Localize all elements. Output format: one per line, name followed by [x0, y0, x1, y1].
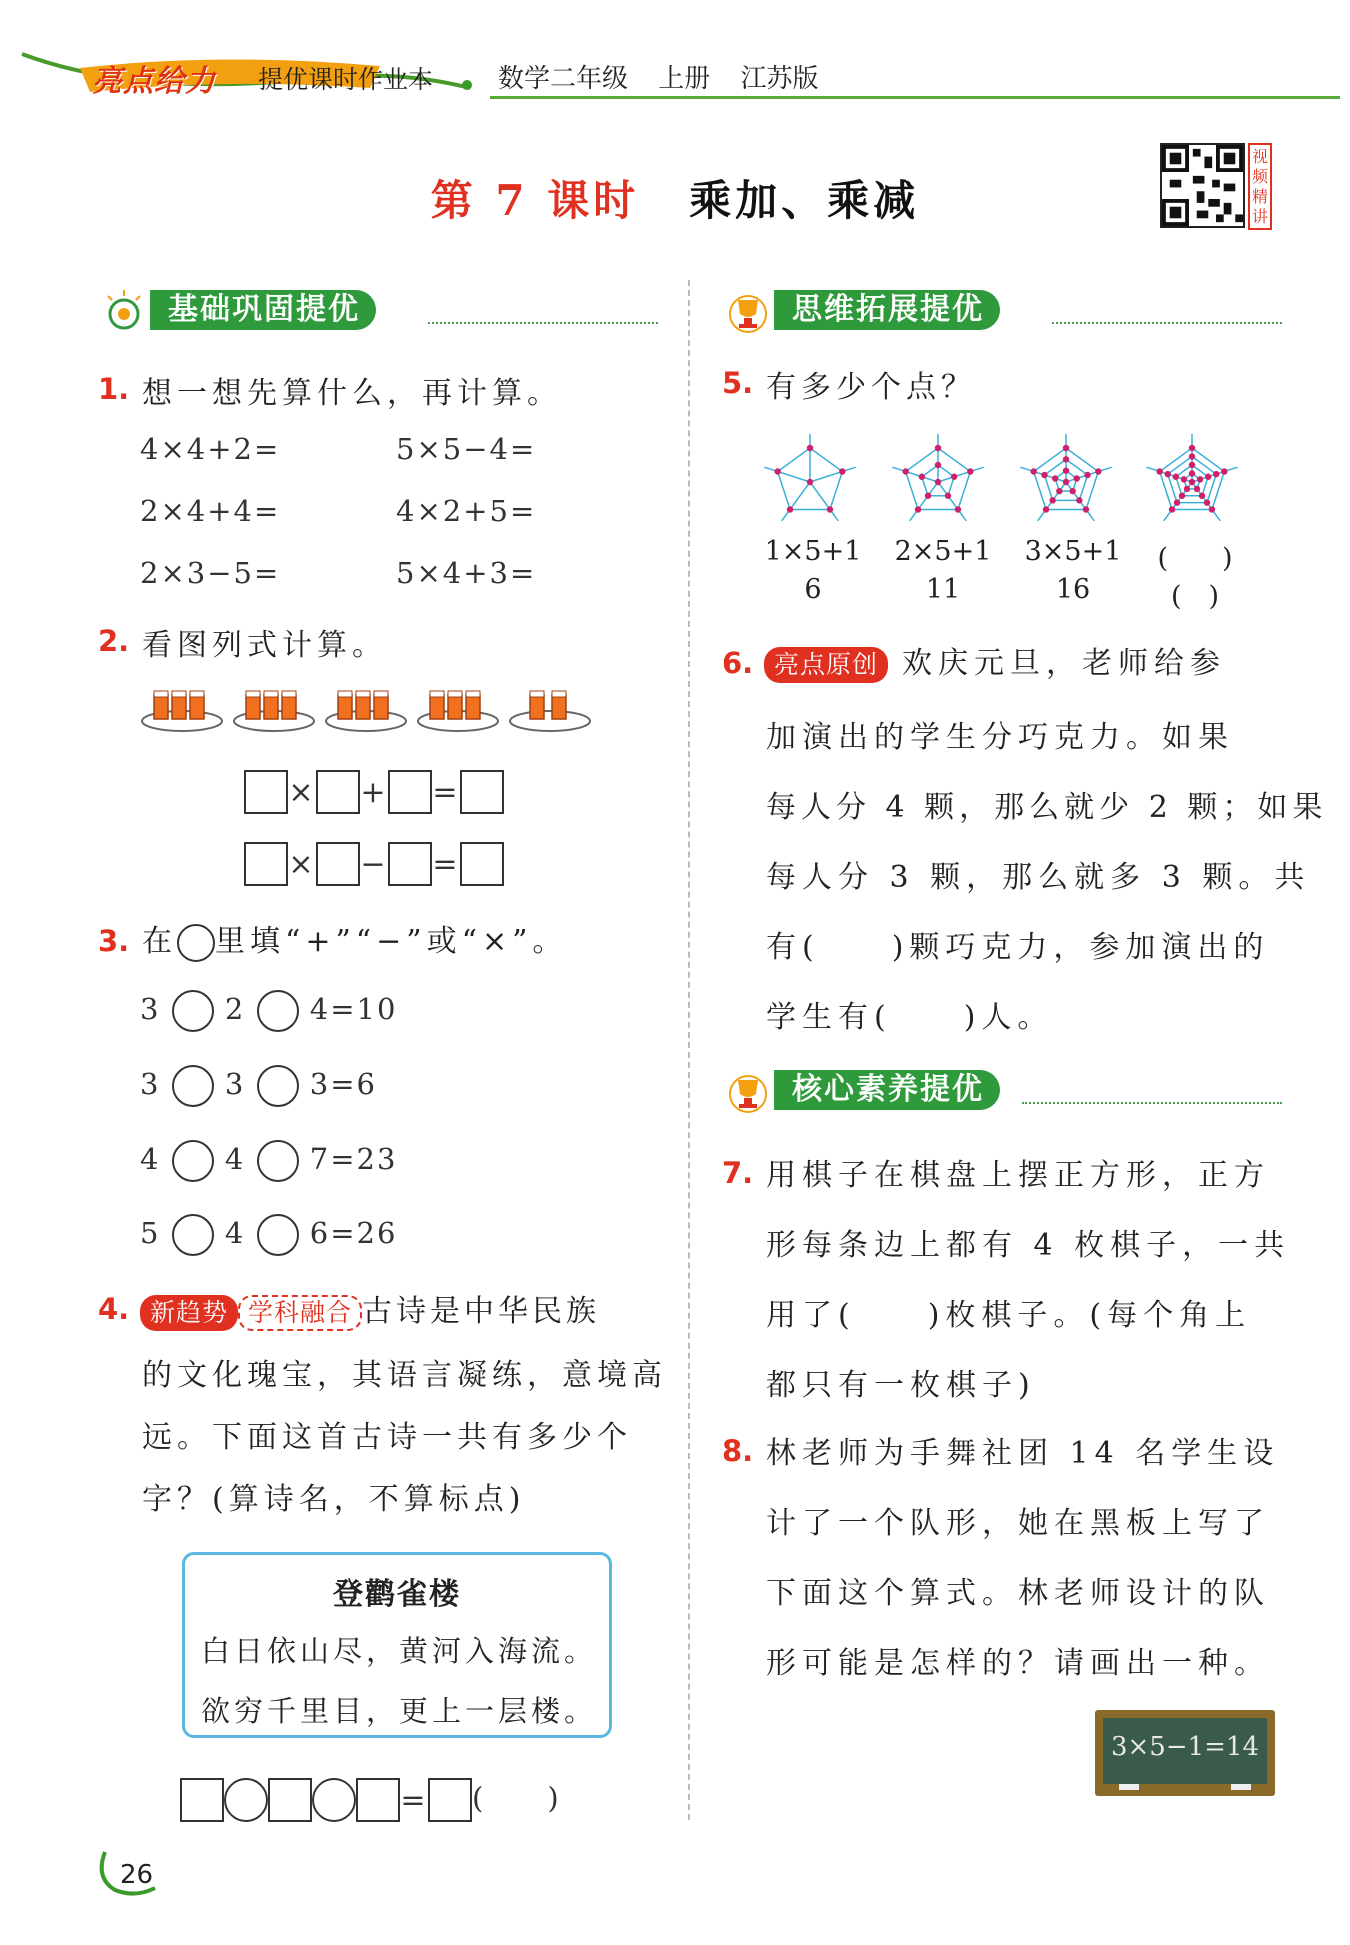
prompt-text: 在	[142, 924, 177, 959]
spoke-line	[764, 467, 810, 482]
header-dot-icon	[462, 80, 472, 90]
equation: 2×4+4=	[140, 494, 281, 528]
question-prompt: 看图列式计算。	[142, 628, 387, 663]
chalk-icon	[1119, 1784, 1139, 1790]
answer-box[interactable]	[428, 1778, 472, 1822]
fill-in-equation	[244, 770, 504, 814]
pattern-dot	[1069, 488, 1075, 494]
poem-card	[182, 1552, 612, 1738]
operator-row	[140, 1214, 397, 1256]
question-prompt: 远。下面这首古诗一共有多少个	[142, 1420, 632, 1455]
brand-name: 亮点给力	[92, 64, 216, 99]
qr-code-icon[interactable]	[1160, 143, 1245, 228]
answer-box[interactable]	[356, 1778, 400, 1822]
pattern-dot	[1199, 493, 1205, 499]
operator: −	[360, 846, 388, 882]
answer-box[interactable]	[316, 770, 360, 814]
section-title: 基础巩固提优	[150, 290, 376, 330]
pattern-dot	[1209, 506, 1215, 512]
section-title: 思维拓展提优	[774, 290, 1000, 330]
pattern-dot	[1095, 468, 1101, 474]
pattern-dot	[1205, 474, 1211, 480]
pattern-dot	[1063, 467, 1069, 473]
cups-on-plates-illustration	[140, 685, 600, 735]
question-prompt: 想一想先算什么，再计算。	[142, 376, 562, 411]
prompt-text: 欢庆元旦，老师给参	[902, 646, 1227, 681]
center-dot	[1063, 479, 1069, 485]
pattern-dot	[967, 468, 973, 474]
operand: 3	[140, 1067, 161, 1101]
question-text: 每人分 4 颗，那么就少 2 颗；如果	[766, 790, 1328, 825]
result: 6=26	[309, 1216, 398, 1250]
question-text: 形每条边上都有 4 枚棋子，一共	[766, 1228, 1291, 1263]
tag-char: 讲	[1251, 207, 1268, 226]
pattern-dot	[951, 474, 957, 480]
pattern-dot	[1056, 488, 1062, 494]
pattern-dot	[1189, 445, 1195, 451]
operator: +	[360, 774, 388, 810]
tag-char: 视	[1251, 147, 1268, 166]
pattern-dot	[1181, 476, 1187, 482]
spoke-line	[810, 482, 838, 521]
pattern-dot	[1076, 497, 1082, 503]
operator-row	[140, 1140, 397, 1182]
spoke-line	[938, 482, 966, 521]
page-header	[20, 40, 1340, 110]
operand: 4	[224, 1216, 246, 1250]
series-name: 提优课时作业本	[258, 65, 434, 94]
pattern-dot	[1030, 468, 1036, 474]
pattern-dot	[1213, 471, 1219, 477]
operator: =	[432, 846, 460, 882]
pattern-dot	[1194, 486, 1200, 492]
pentagon-pattern	[1146, 434, 1237, 521]
pattern-dot	[787, 506, 793, 512]
equation: 4×4+2=	[140, 432, 281, 466]
fill-in-equation	[244, 842, 504, 886]
center-dot	[1189, 479, 1195, 485]
pattern-dot	[902, 468, 908, 474]
operator-circle[interactable]	[257, 1065, 299, 1107]
question-text: 计了一个队形，她在黑板上写了	[766, 1506, 1270, 1541]
question-prompt	[764, 638, 1226, 683]
operand: 4	[140, 1142, 161, 1176]
pattern-dot	[955, 506, 961, 512]
pattern-dot	[1165, 471, 1171, 477]
question-text: 有( )颗巧克力，参加演出的	[766, 930, 1270, 965]
answer-box[interactable]	[316, 842, 360, 886]
question-text: 加演出的学生分巧克力。如果	[766, 720, 1234, 755]
section-core	[722, 1066, 1282, 1116]
question-prompt	[140, 1286, 600, 1331]
pattern-dot	[1043, 506, 1049, 512]
answer-box[interactable]	[460, 770, 504, 814]
question-number: 5.	[722, 366, 754, 400]
pattern-dot	[1197, 476, 1203, 482]
question-prompt: 字？(算诗名，不算标点)	[142, 1482, 526, 1517]
pattern-dot	[1041, 472, 1047, 478]
poem-line: 白日依山尽，黄河入海流。	[201, 1634, 598, 1668]
trophy-icon	[722, 1066, 776, 1116]
operator-row	[140, 1065, 377, 1107]
section-dotted-rule	[428, 322, 658, 324]
spoke-line	[910, 482, 938, 521]
section-dotted-rule	[1052, 322, 1282, 324]
question-prompt: 有多少个点？	[766, 370, 976, 405]
pattern-expression: 1×5+1	[764, 536, 862, 567]
operator: =	[432, 774, 460, 810]
answer-blank[interactable]: ( )	[1157, 543, 1233, 574]
pattern-dot	[1189, 470, 1195, 476]
original-tag: 亮点原创	[764, 647, 888, 683]
spoke-line	[782, 482, 810, 521]
question-text: 每人分 3 颗，那么就多 3 颗。共	[766, 860, 1311, 895]
tag-char: 精	[1251, 187, 1268, 206]
operator-circle[interactable]	[172, 1065, 214, 1107]
prompt-text: 里填“+”“−”或“×”。	[215, 924, 568, 959]
operator-circle[interactable]	[224, 1778, 268, 1822]
operator: ×	[288, 846, 316, 882]
pattern-dot	[827, 506, 833, 512]
pattern-dot	[807, 445, 813, 451]
section-dotted-rule	[1022, 1102, 1282, 1104]
operator-circle[interactable]	[257, 990, 299, 1032]
pattern-result: 11	[925, 574, 961, 605]
spoke-line	[810, 467, 856, 482]
video-explain-tag[interactable]	[1248, 143, 1272, 230]
pattern-dot	[935, 462, 941, 468]
pentagon-dot-patterns	[760, 430, 1260, 540]
pattern-dot	[1074, 475, 1080, 481]
blackboard	[1095, 1710, 1275, 1796]
gear-sun-icon	[98, 286, 152, 336]
answer-box[interactable]	[388, 842, 432, 886]
pattern-dot	[935, 445, 941, 451]
section-thinking	[722, 286, 1282, 336]
operand: 4	[224, 1142, 246, 1176]
result: 3=6	[309, 1067, 377, 1101]
grade-label: 数学二年级 上册 江苏版	[498, 64, 819, 94]
operator-circle[interactable]	[172, 990, 214, 1032]
operand: 3	[224, 1067, 246, 1101]
circle-symbol	[177, 924, 215, 962]
question-number: 7.	[722, 1156, 754, 1190]
question-number: 3.	[98, 924, 130, 958]
operator: ×	[288, 774, 316, 810]
column-divider	[688, 280, 690, 1820]
question-number: 1.	[98, 372, 130, 406]
cross-subject-tag: 学科融合	[238, 1295, 362, 1331]
pentagon-pattern	[1020, 434, 1111, 521]
blackboard-formula: 3×5−1=14	[1110, 1732, 1260, 1762]
pattern-dot	[1169, 506, 1175, 512]
pattern-dot	[1173, 474, 1179, 480]
question-text: 下面这个算式。林老师设计的队	[766, 1576, 1270, 1611]
pattern-dot	[1083, 506, 1089, 512]
pentagon-pattern	[764, 434, 855, 521]
answer-box[interactable]	[244, 842, 288, 886]
fill-in-equation	[180, 1776, 561, 1822]
prompt-text: 古诗是中华民族	[362, 1294, 601, 1329]
question-text: 用了( )枚棋子。(每个角上	[766, 1298, 1252, 1333]
pattern-dot	[1189, 453, 1195, 459]
pattern-dot	[1156, 468, 1162, 474]
blackboard-surface	[1103, 1718, 1267, 1784]
answer-box[interactable]	[460, 842, 504, 886]
new-trend-tag: 新趋势	[140, 1295, 238, 1331]
question-number: 4.	[98, 1292, 130, 1326]
result: 7=23	[309, 1142, 398, 1176]
answer-box[interactable]	[268, 1778, 312, 1822]
pattern-dot	[1174, 499, 1180, 505]
operator-circle[interactable]	[257, 1214, 299, 1256]
operator: =	[400, 1782, 428, 1818]
question-prompt: 的文化瑰宝，其语言凝练，意境高	[142, 1358, 667, 1393]
answer-box[interactable]	[180, 1778, 224, 1822]
question-text: 林老师为手舞社团 14 名学生设	[766, 1436, 1280, 1471]
question-number: 8.	[722, 1434, 754, 1468]
pattern-dot	[774, 468, 780, 474]
pattern-dot	[1049, 497, 1055, 503]
pattern-dot	[919, 474, 925, 480]
operator-circle[interactable]	[312, 1778, 356, 1822]
pattern-result: 16	[1055, 574, 1091, 605]
pattern-dot	[1063, 445, 1069, 451]
question-number: 6.	[722, 646, 754, 680]
operator-circle[interactable]	[172, 1214, 214, 1256]
pattern-dot	[839, 468, 845, 474]
answer-box[interactable]	[388, 770, 432, 814]
equation: 2×3−5=	[140, 556, 281, 590]
pattern-expression: 2×5+1	[894, 536, 992, 567]
answer-blank[interactable]: ( )	[1170, 581, 1220, 612]
operator-circle[interactable]	[257, 1140, 299, 1182]
operator-circle[interactable]	[172, 1140, 214, 1182]
pattern-dot	[1204, 499, 1210, 505]
operand: 2	[224, 992, 246, 1026]
pattern-dot	[1052, 475, 1058, 481]
pattern-dot	[1189, 462, 1195, 468]
result: 4=10	[309, 992, 398, 1026]
question-text: 用棋子在棋盘上摆正方形，正方	[766, 1158, 1270, 1193]
section-basic	[98, 286, 658, 336]
operand: 5	[140, 1216, 161, 1250]
pattern-dot	[1184, 486, 1190, 492]
poem-line: 欲穷千里目，更上一层楼。	[201, 1694, 598, 1728]
center-dot	[935, 479, 941, 485]
poem-title: 登鹳雀楼	[333, 1577, 461, 1612]
answer-box[interactable]	[244, 770, 288, 814]
pattern-result: 6	[804, 574, 822, 605]
operator-row	[140, 990, 397, 1032]
eraser-icon	[1231, 1784, 1251, 1790]
page-number: 26	[120, 1860, 154, 1890]
operand: 3	[140, 992, 161, 1026]
pattern-dot	[945, 493, 951, 499]
pattern-dot	[915, 506, 921, 512]
pattern-dot	[1084, 472, 1090, 478]
header-rule	[490, 96, 1340, 99]
page-title	[0, 168, 1350, 228]
unit-blank[interactable]: ( )	[472, 1781, 561, 1815]
pentagon-pattern	[892, 434, 983, 521]
pattern-dot	[1221, 468, 1227, 474]
center-dot	[807, 479, 813, 485]
pattern-dot	[1063, 456, 1069, 462]
pattern-dot	[1179, 493, 1185, 499]
question-text: 都只有一枚棋子)	[766, 1368, 1036, 1403]
pattern-expression: 3×5+1	[1024, 536, 1122, 567]
pattern-dot	[925, 493, 931, 499]
tag-char: 频	[1251, 167, 1268, 186]
equation: 5×5−4=	[396, 432, 537, 466]
section-title: 核心素养提优	[774, 1070, 1000, 1110]
question-text: 学生有( )人。	[766, 1000, 1054, 1035]
equation: 4×2+5=	[396, 494, 537, 528]
lesson-number: 第 7 课时	[430, 176, 640, 225]
equation: 5×4+3=	[396, 556, 537, 590]
question-text: 形可能是怎样的？请画出一种。	[766, 1646, 1270, 1681]
lesson-name: 乘加、乘减	[689, 176, 920, 225]
question-number: 2.	[98, 624, 130, 658]
question-prompt	[142, 916, 567, 962]
trophy-icon	[722, 286, 776, 336]
